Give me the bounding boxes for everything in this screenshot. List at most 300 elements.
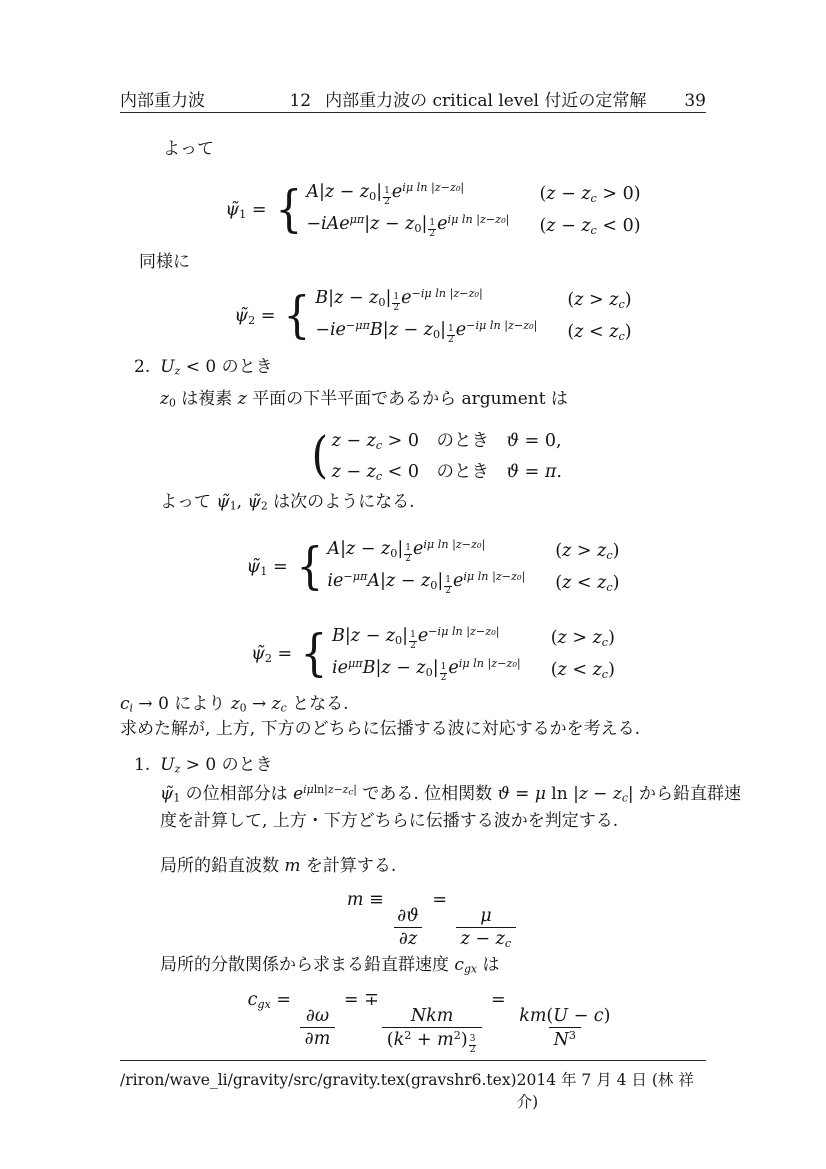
n-token: 1 <box>410 630 416 641</box>
mi-token: ie <box>327 571 344 592</box>
msub-token: 0 <box>395 633 403 647</box>
mi-token: z <box>366 431 376 451</box>
mr-token: 平面の下半平面であるから argument は <box>246 389 568 409</box>
mi-token: iAe <box>321 214 350 235</box>
mr-token: = <box>426 890 453 910</box>
mi-token: z <box>381 539 391 560</box>
cases-block <box>327 535 619 599</box>
den-token <box>382 1027 483 1055</box>
frac-token <box>514 1007 615 1051</box>
frac-token <box>392 907 424 950</box>
mr-token: のとき <box>436 462 490 482</box>
list-item-1-title <box>160 755 272 775</box>
msub-token: 0 <box>390 546 398 560</box>
cases-expression <box>332 424 562 455</box>
mr-token: = <box>509 783 535 804</box>
mr-token: ) <box>624 321 632 342</box>
msub-token: 0 <box>430 578 438 592</box>
mi-token: ψ̃ <box>160 783 174 804</box>
mr-token: − <box>355 539 381 560</box>
list-item-1-number: 1. <box>134 755 151 775</box>
list-item-1-heading <box>134 755 273 776</box>
mr-token: ) <box>603 1005 611 1026</box>
mi-token: z <box>460 929 470 949</box>
mi-token: z <box>609 321 619 342</box>
mr-token: > 0 のとき <box>180 755 273 775</box>
cases-expression <box>306 178 509 210</box>
mr-token: ( <box>539 183 547 204</box>
mr-token: | <box>627 783 634 804</box>
mi-token: e <box>293 783 304 804</box>
msup-token: 3 <box>568 1029 577 1042</box>
d-token: 2 <box>448 334 454 345</box>
mi-token: z <box>597 540 607 561</box>
mi-token: |z−z <box>324 783 349 796</box>
mi-token: z <box>557 627 567 648</box>
d-token: 2 <box>393 302 400 313</box>
mi-token: z <box>581 215 591 236</box>
den-token <box>300 1027 336 1049</box>
msup-token: −iμ ln |z−z₀| <box>466 318 538 332</box>
cases-row <box>306 178 640 210</box>
mi-token: e <box>448 658 459 679</box>
mr-token: − <box>555 183 582 204</box>
mr-token: | <box>382 320 389 341</box>
mr-token: < <box>571 572 598 593</box>
mi-token: z <box>334 288 344 309</box>
mi-token: z <box>271 694 281 714</box>
left-paren-delimiter: ( <box>311 425 329 484</box>
msub-token: c <box>590 191 597 205</box>
equation-group-velocity <box>160 990 706 1055</box>
paragraph-douyou: 同様に <box>139 252 190 272</box>
msub-token: c <box>618 329 625 343</box>
mr-token: > <box>583 289 610 310</box>
mr-token: 局所的分散関係から求まる鉛直群速度 <box>160 955 455 975</box>
mr-token: は複素 <box>175 389 238 409</box>
mi-token: z <box>557 659 567 680</box>
mr-token: ( <box>567 321 575 342</box>
mi-token: z <box>366 462 376 482</box>
frac-token <box>382 1007 483 1055</box>
mr-token: | <box>376 182 383 203</box>
n-token: 1 <box>393 292 400 303</box>
mi-token: z <box>350 626 361 647</box>
mr-token: | <box>344 626 351 647</box>
mr-token: = 0, <box>519 431 562 451</box>
mi-token: z <box>574 289 584 310</box>
num-token <box>475 907 496 927</box>
mr-token: | <box>328 288 335 309</box>
msub-token: c <box>375 469 383 483</box>
mi-token: z <box>405 214 415 235</box>
equation-body <box>248 990 619 1055</box>
mr-token: . <box>556 462 562 482</box>
mi-token: z <box>578 783 588 804</box>
paragraph-dispersion <box>160 955 499 976</box>
d-token: 2 <box>445 585 451 596</box>
mr-token: | <box>375 658 382 679</box>
sfrac-token <box>444 576 452 596</box>
mi-token: c <box>454 955 464 975</box>
msup-token: −μπ <box>343 569 368 583</box>
mi-token: z <box>592 627 602 648</box>
mr-token: ) <box>612 540 620 561</box>
mi-token: A <box>306 182 319 203</box>
mi-token: B <box>362 658 376 679</box>
mr-token: < <box>566 659 593 680</box>
cases-row <box>332 654 615 686</box>
mr-token: − <box>469 929 496 949</box>
msub-token: 1 <box>239 207 247 221</box>
msub-token: 2 <box>248 313 256 327</box>
den-token <box>549 1027 581 1050</box>
mr-token: ln <box>313 783 325 796</box>
n-token: 1 <box>405 543 411 554</box>
mr-token: < 0 のとき <box>180 357 273 377</box>
mr-token: − <box>315 320 330 341</box>
num-token <box>392 907 424 927</box>
mr-token: = <box>271 643 293 664</box>
mr-token: = <box>485 990 512 1010</box>
mr-token: = <box>255 305 276 326</box>
mi-token: c <box>120 694 130 714</box>
mr-token: ≡ <box>363 890 390 910</box>
left-brace-delimiter: { <box>274 180 302 239</box>
mr-token: | <box>402 626 409 647</box>
mr-token: − <box>555 215 582 236</box>
mi-token: ψ̃ <box>246 556 261 577</box>
mi-token: ψ̃ <box>234 305 249 326</box>
msup-token: iμ ln |z−z₀| <box>447 212 510 226</box>
mi-token: μ <box>480 905 492 926</box>
mr-token: = <box>267 556 288 577</box>
mr-token: − <box>379 214 406 235</box>
msub-token: gx <box>463 962 478 976</box>
cases-condition <box>525 567 619 599</box>
d-token: 2 <box>410 640 416 651</box>
msub-token: 1 <box>260 564 268 578</box>
mr-token: 局所的鉛直波数 <box>160 856 285 876</box>
paragraph-phase-line2: 度を計算して, 上方・下方どちらに伝播する波かを判定する. <box>160 811 619 831</box>
mr-token: − <box>343 288 370 309</box>
mr-token: | <box>380 571 386 592</box>
mi-token: B <box>332 626 345 647</box>
left-brace-delimiter: { <box>295 537 324 596</box>
cases-expression <box>315 316 537 348</box>
header-left-title: 内部重力波 <box>120 91 205 111</box>
mi-token: c <box>593 1005 604 1026</box>
header-rule <box>120 112 706 113</box>
cases-block <box>306 178 640 242</box>
mr-token: = ∓ <box>338 990 379 1010</box>
mr-token: ( <box>550 659 558 680</box>
left-brace-delimiter: { <box>283 286 311 345</box>
msub-token: 1 <box>173 791 181 805</box>
paragraph-yotte-1: よって <box>163 139 214 159</box>
mi-token: U <box>553 1005 568 1026</box>
mr-token: > 0) <box>596 183 641 204</box>
mr-token: ) <box>608 627 615 648</box>
list-item-2-title <box>160 357 272 377</box>
msub-token: 2 <box>264 651 272 665</box>
equation-lhs <box>247 557 288 578</box>
mi-token: e <box>455 320 467 341</box>
equation-vertical-wavenumber <box>160 890 706 950</box>
cases-row <box>332 622 615 654</box>
mr-token: = <box>270 990 297 1010</box>
msup-token: −iμ ln |z−z₀| <box>411 287 483 300</box>
equation-psi2-first <box>160 284 706 348</box>
page-header <box>120 86 706 111</box>
mr-token: は次のようになる. <box>267 492 415 512</box>
mi-token: A <box>367 571 381 592</box>
n-token: 1 <box>445 575 451 586</box>
num-token <box>514 1007 615 1027</box>
mi-token: z <box>370 214 380 235</box>
mr-token: ( <box>386 1030 394 1051</box>
msub-token: c <box>618 297 625 311</box>
cases-condition <box>521 654 615 686</box>
mi-token: B <box>369 320 383 341</box>
mi-token: μ <box>534 783 546 804</box>
mr-token: を計算する. <box>300 856 397 876</box>
mi-token: z <box>574 321 584 342</box>
mr-token: ( <box>567 289 575 310</box>
mi-token: z <box>385 571 396 592</box>
header-section-number: 12 <box>289 91 312 111</box>
mi-token: ie <box>329 320 346 341</box>
mi-token: z <box>562 572 572 593</box>
cases-condition <box>537 284 631 316</box>
mr-token: | <box>437 571 444 592</box>
msub-token: c <box>590 223 597 237</box>
sfrac-token <box>392 293 400 313</box>
mi-token: z <box>388 320 398 341</box>
equation-theta-cases <box>160 424 706 486</box>
msup-token: μπ <box>347 656 363 670</box>
mi-token: e <box>452 571 464 592</box>
mi-token: B <box>315 288 329 309</box>
mr-token: ln <box>545 783 574 804</box>
msub-token: c <box>348 787 354 798</box>
mr-token: , <box>236 492 248 512</box>
cases-expression <box>332 654 521 686</box>
mi-token: Nkm <box>410 1005 454 1026</box>
msub-token: c <box>601 667 609 681</box>
mr-token: ( <box>539 215 547 236</box>
frac-token <box>300 1007 336 1050</box>
header-section-title: 内部重力波の critical level 付近の定常解 <box>325 91 647 111</box>
sfrac-token <box>469 1035 477 1055</box>
cases-row <box>332 424 562 455</box>
mr-token: − <box>395 571 421 592</box>
mi-token: z <box>230 694 240 714</box>
mr-token: | <box>573 783 579 804</box>
list-item-2-heading <box>134 357 273 378</box>
mr-token: のとき <box>436 431 490 451</box>
mr-token: < <box>583 321 610 342</box>
mr-token: = <box>246 199 267 220</box>
msup-token: −iμ ln |z−z₀| <box>428 625 500 638</box>
num-token <box>406 1007 459 1027</box>
equation-psi2-second <box>160 622 706 686</box>
mi-token: m <box>284 856 301 876</box>
equation-psi1-first <box>160 178 706 242</box>
cases-expression <box>315 284 537 316</box>
equation-body <box>347 890 519 950</box>
mi-token: z <box>581 183 591 204</box>
mi-token: z <box>345 539 356 560</box>
mr-token: < 0 <box>382 462 420 482</box>
mi-token: ϑ <box>497 783 510 804</box>
paragraph-phase-line1 <box>160 783 741 805</box>
equation-lhs <box>234 306 275 327</box>
mr-token: − <box>568 1005 594 1026</box>
mr-token: − <box>397 320 424 341</box>
msub-token: z <box>174 762 181 776</box>
mr-token: ( <box>550 627 558 648</box>
mi-token: z <box>420 571 431 592</box>
mr-token: − <box>587 783 613 804</box>
cases-condition <box>525 535 619 567</box>
paragraph-ci-limit <box>120 694 349 715</box>
mr-token: − <box>360 626 386 647</box>
cases-expression <box>327 567 525 599</box>
mr-token: < 0) <box>596 215 641 236</box>
cases-condition <box>521 622 615 654</box>
n-token: 1 <box>440 662 447 673</box>
mr-token: である. 位相関数 <box>356 783 498 804</box>
sfrac-token <box>447 325 455 345</box>
msup-token: 2 <box>453 1029 461 1042</box>
mi-token: ϑ <box>506 431 520 451</box>
mi-token: z <box>331 462 341 482</box>
msub-token: z <box>174 364 181 378</box>
mi-token: ∂ω <box>305 1005 330 1026</box>
n-token: 1 <box>429 218 436 229</box>
cases-row <box>332 455 562 486</box>
cases-row <box>327 535 619 567</box>
paragraph-motometa: 求めた解が, 上方, 下方のどちらに伝播する波に対応するかを考える. <box>120 719 641 739</box>
paragraph-local-wavenumber <box>160 856 396 877</box>
mr-token: ) <box>612 572 620 593</box>
mr-token: | <box>397 539 404 560</box>
mi-token: z <box>592 659 602 680</box>
cases-row <box>315 284 631 316</box>
mi-token: z <box>609 289 619 310</box>
mi-token: ψ̃ <box>247 492 261 512</box>
mr-token: | <box>432 658 439 679</box>
mi-token: ψ̃ <box>216 492 230 512</box>
paragraph-z0-argument <box>160 389 568 410</box>
mi-token: z <box>597 572 607 593</box>
msub-token: 1 <box>229 499 237 513</box>
mr-token: | <box>340 539 346 560</box>
d-token: 2 <box>405 553 411 564</box>
mi-token: N <box>553 1030 569 1051</box>
mr-token: ( <box>555 540 563 561</box>
mr-token: | <box>421 214 428 235</box>
page-footer <box>120 1068 706 1112</box>
cases-condition <box>537 316 631 348</box>
mr-token: よって <box>160 492 217 512</box>
cases-expression <box>332 455 562 486</box>
equation-lhs <box>251 644 292 665</box>
mr-token: | <box>440 320 446 341</box>
cases-condition <box>509 210 640 242</box>
cases-expression <box>332 622 521 654</box>
mi-token: z <box>324 182 335 203</box>
cases-block <box>315 284 631 348</box>
mr-token: | <box>318 182 325 203</box>
msub-token: 0 <box>369 189 377 203</box>
sfrac-token <box>409 631 417 651</box>
footer-rule <box>120 1060 706 1061</box>
msub-token: 0 <box>425 665 433 679</box>
mr-token: − <box>340 431 367 451</box>
cases-condition <box>509 178 640 210</box>
mi-token: ∂z <box>398 929 418 949</box>
cases-row <box>327 567 619 599</box>
cases-row <box>306 210 640 242</box>
mr-token: ) <box>624 289 632 310</box>
mr-token: ( <box>546 1005 554 1026</box>
cases-expression <box>306 210 509 242</box>
mi-token: z <box>369 288 379 309</box>
msub-token: c <box>621 791 628 805</box>
d-token: 2 <box>440 672 447 683</box>
msub-token: c <box>606 580 613 594</box>
msub-token: gx <box>257 997 271 1011</box>
mr-token: から鉛直群速 <box>633 783 742 804</box>
mi-token: km <box>519 1005 547 1026</box>
msup-token: −μπ <box>345 318 370 332</box>
mi-token: ψ̃ <box>225 199 240 220</box>
mr-token: > 0 <box>382 431 420 451</box>
mr-token: − <box>390 658 417 679</box>
msub-token: c <box>280 701 287 715</box>
mi-token: e <box>391 182 403 203</box>
sfrac-token <box>440 663 448 683</box>
n-token: 3 <box>469 1034 476 1045</box>
cases-block <box>332 424 562 486</box>
mr-token: > <box>566 627 593 648</box>
mi-token: z <box>416 658 426 679</box>
n-token: 1 <box>384 186 390 197</box>
mi-token: k <box>393 1030 405 1051</box>
mi-token: c <box>247 990 258 1010</box>
equation-psi1-second <box>160 535 706 599</box>
mi-token: iμ <box>303 783 314 796</box>
mr-token: → 0 により <box>133 694 231 714</box>
equation-lhs <box>225 200 266 221</box>
msup-token: iμ ln |z−z₀| <box>458 656 521 670</box>
footer-file-path: /riron/wave_li/gravity/src/gravity.tex(gravshr6.tex) <box>120 1071 517 1089</box>
msub-token: 0 <box>432 327 441 341</box>
mr-token: ) <box>608 659 615 680</box>
msub-token: i <box>129 701 134 715</box>
msub-token: c <box>504 936 512 950</box>
mi-token: z <box>423 320 433 341</box>
mi-token: z <box>546 215 556 236</box>
sfrac-token <box>383 187 391 207</box>
mr-token: | <box>385 288 392 309</box>
cases-expression <box>327 535 525 567</box>
mi-token: z <box>562 540 572 561</box>
mr-token: ( <box>555 572 563 593</box>
mi-token: U <box>160 357 175 377</box>
